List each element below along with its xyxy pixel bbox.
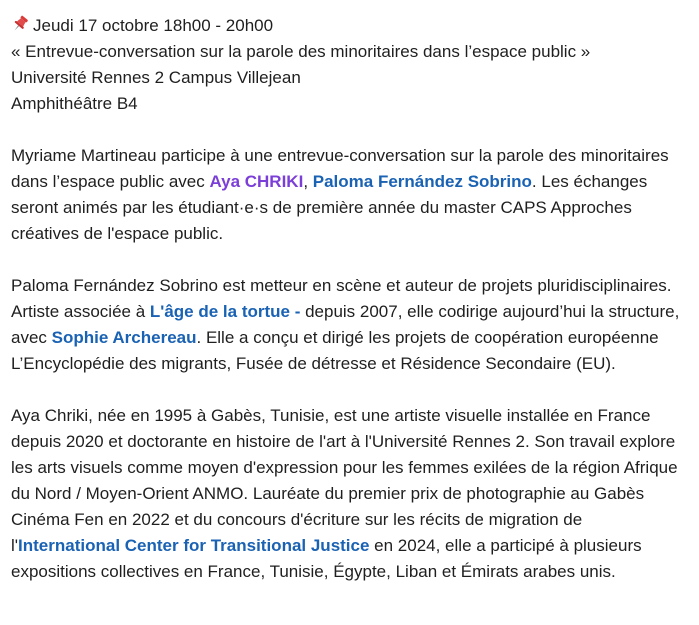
ictj-link[interactable]: International Center for Transitional Justice: [18, 536, 370, 555]
aya-bio-paragraph: [11, 403, 695, 585]
intro-text-after: . Les échanges seront animés par les étudiant·e·s de première année du master CAPS Approches créatives de l'espace public.: [11, 172, 648, 243]
event-title: « Entrevue-conversation sur la parole des minoritaires dans l’espace public »: [11, 42, 591, 61]
pushpin-icon: [11, 15, 29, 33]
paloma-bio-paragraph: [11, 273, 695, 377]
event-date-text: Jeudi 17 octobre 18h00 - 20h00: [33, 16, 274, 35]
intro-separator: ,: [303, 172, 313, 191]
aya-chriki-link[interactable]: Aya CHRIKI: [209, 172, 304, 191]
event-date: [11, 13, 695, 39]
event-venue: Université Rennes 2 Campus Villejean: [11, 68, 301, 87]
age-de-la-tortue-link[interactable]: L'âge de la tortue -: [149, 302, 301, 321]
intro-paragraph: [11, 143, 695, 247]
sophie-archereau-link[interactable]: Sophie Archereau: [51, 328, 197, 347]
paloma-bio-text-3: . Elle a conçu et dirigé les projets de coopération européenne L’Encyclopédie des migrants, Fusée de détresse et Résidence Secondaire (EU).: [11, 328, 659, 373]
paloma-link[interactable]: Paloma Fernández Sobrino: [312, 172, 532, 191]
event-info: [11, 13, 695, 117]
paloma-bio-text-1: Paloma Fernández Sobrino est metteur en scène et auteur de projets pluridisciplinaires. Artiste associée à: [11, 276, 672, 321]
paloma-bio-text-2: depuis 2007, elle codirige aujourd’hui la structure, avec: [11, 302, 680, 347]
aya-bio-text-2: en 2024, elle a participé à plusieurs expositions collectives en France, Tunisie, Égypte, Liban et Émirats arabes unis.: [11, 536, 642, 581]
aya-bio-text-1: Aya Chriki, née en 1995 à Gabès, Tunisie, est une artiste visuelle installée en France depuis 2020 et doctorante en histoire de l'art à l'Université Rennes 2. Son travail explore les arts visuels comme moyen d'expression pour les femmes exilées de la région Afrique du Nord / Moyen-Orient ANMO. Lauréate du premier prix de photographie au Gabès Cinéma Fen en 2022 et du concours d'écriture sur les récits de migration de l': [11, 406, 678, 555]
intro-text-before: Myriame Martineau participe à une entrevue-conversation sur la parole des minoritaires dans l’espace public avec: [11, 146, 669, 191]
event-room: Amphithéâtre B4: [11, 94, 138, 113]
